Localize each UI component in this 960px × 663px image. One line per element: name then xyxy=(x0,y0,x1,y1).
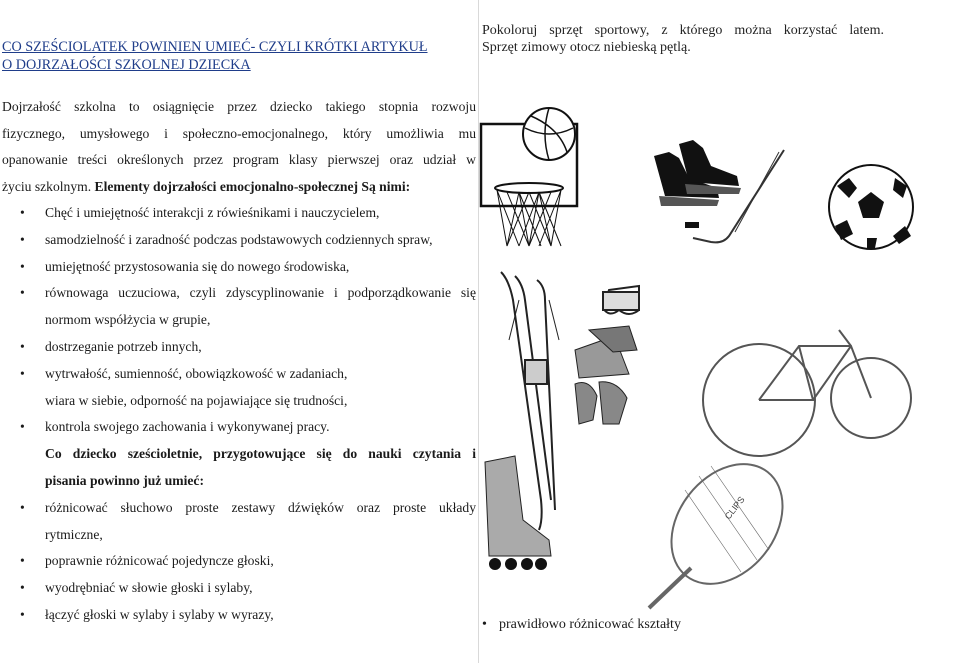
list-item: • umiejętność przystosowania się do nowego środowiska, xyxy=(2,254,476,281)
instruction-line-1: Pokoloruj sprzęt sportowy, z którego można korzystać latem. xyxy=(482,23,884,38)
article-title xyxy=(2,38,476,74)
list-item: • kontrola swojego zachowania i wykonywanej pracy. xyxy=(2,414,476,441)
ice-skates-icon xyxy=(654,140,741,228)
bottom-list-item xyxy=(482,617,681,633)
list-item: • samodzielność i zaradność podczas podstawowych codziennych spraw, xyxy=(2,227,476,254)
list-item: • wyodrębniać w słowie głoski i sylaby, xyxy=(2,575,476,602)
bottom-bullet-text: prawidłowo różnicować kształty xyxy=(499,617,681,632)
title-line-1: CO SZEŚCIOLATEK POWINIEN UMIEĆ- CZYLI KRÓTKI ARTYKUŁ xyxy=(2,39,428,55)
section-heading-reading-cont: pisania powinno już umieć: xyxy=(45,472,204,488)
intro-line: opanowanie treści określonych przez program klasy pierwszej oraz udział w xyxy=(2,152,476,167)
list-item: • równowaga uczuciowa, czyli zdyscyplinowanie i podporządkowanie się xyxy=(2,280,476,307)
list-item: • różnicować słuchowo proste zestawy dźwięków oraz proste układy xyxy=(2,495,476,522)
skills-list xyxy=(2,200,476,629)
gloves-icon xyxy=(575,382,627,424)
ski-boots-icon xyxy=(575,326,637,378)
section-heading-reading: Co dziecko sześcioletnie, przygotowujące się do nauki czytania i xyxy=(45,446,476,462)
instruction-line-2: Sprzęt zimowy otocz niebieską pętlą. xyxy=(482,40,691,55)
ski-goggles-icon xyxy=(603,286,639,314)
section-heading-emotional: Elementy dojrzałości emocjonalno-społecznej Są nimi: xyxy=(94,178,411,194)
basketball-hoop-icon xyxy=(481,108,577,246)
list-item: • Chęć i umiejętność interakcji z rówieśnikami i nauczycielem, xyxy=(2,200,476,227)
intro-text: życiu szkolnym. xyxy=(2,178,95,194)
sports-equipment-illustration xyxy=(479,0,959,610)
intro-line: fizycznego, umysłowego i społeczno-emocjonalnego, który umożliwia mu xyxy=(2,125,476,141)
intro-line xyxy=(2,174,476,201)
title-line-2: O DOJRZAŁOŚCI SZKOLNEJ DZIECKA xyxy=(2,57,251,73)
tennis-racket-icon xyxy=(649,442,806,608)
soccer-ball-icon xyxy=(829,165,913,249)
intro-line: Dojrzałość szkolna to osiągnięcie przez dziecko takiego stopnia rozwoju xyxy=(2,99,476,114)
racket-brand-label: CLIPS xyxy=(722,494,747,522)
list-item-continuation: wiara w siebie, odporność na pojawiające się trudności, xyxy=(45,392,348,408)
bullet-marker: • xyxy=(482,617,487,632)
list-item-continuation: normom współżycia w grupie, xyxy=(45,312,211,328)
list-item: • poprawnie różnicować pojedyncze głoski, xyxy=(2,548,476,575)
intro-paragraph xyxy=(2,94,476,200)
list-item-continuation: rytmiczne, xyxy=(45,526,103,542)
list-item: • łączyć głoski w sylaby i sylaby w wyrazy, xyxy=(2,602,476,629)
list-item: • dostrzeganie potrzeb innych, xyxy=(2,334,476,361)
bicycle-icon xyxy=(703,330,911,456)
list-item: • wytrwałość, sumienność, obowiązkowość w zadaniach, xyxy=(2,361,476,388)
article-column xyxy=(2,38,476,629)
